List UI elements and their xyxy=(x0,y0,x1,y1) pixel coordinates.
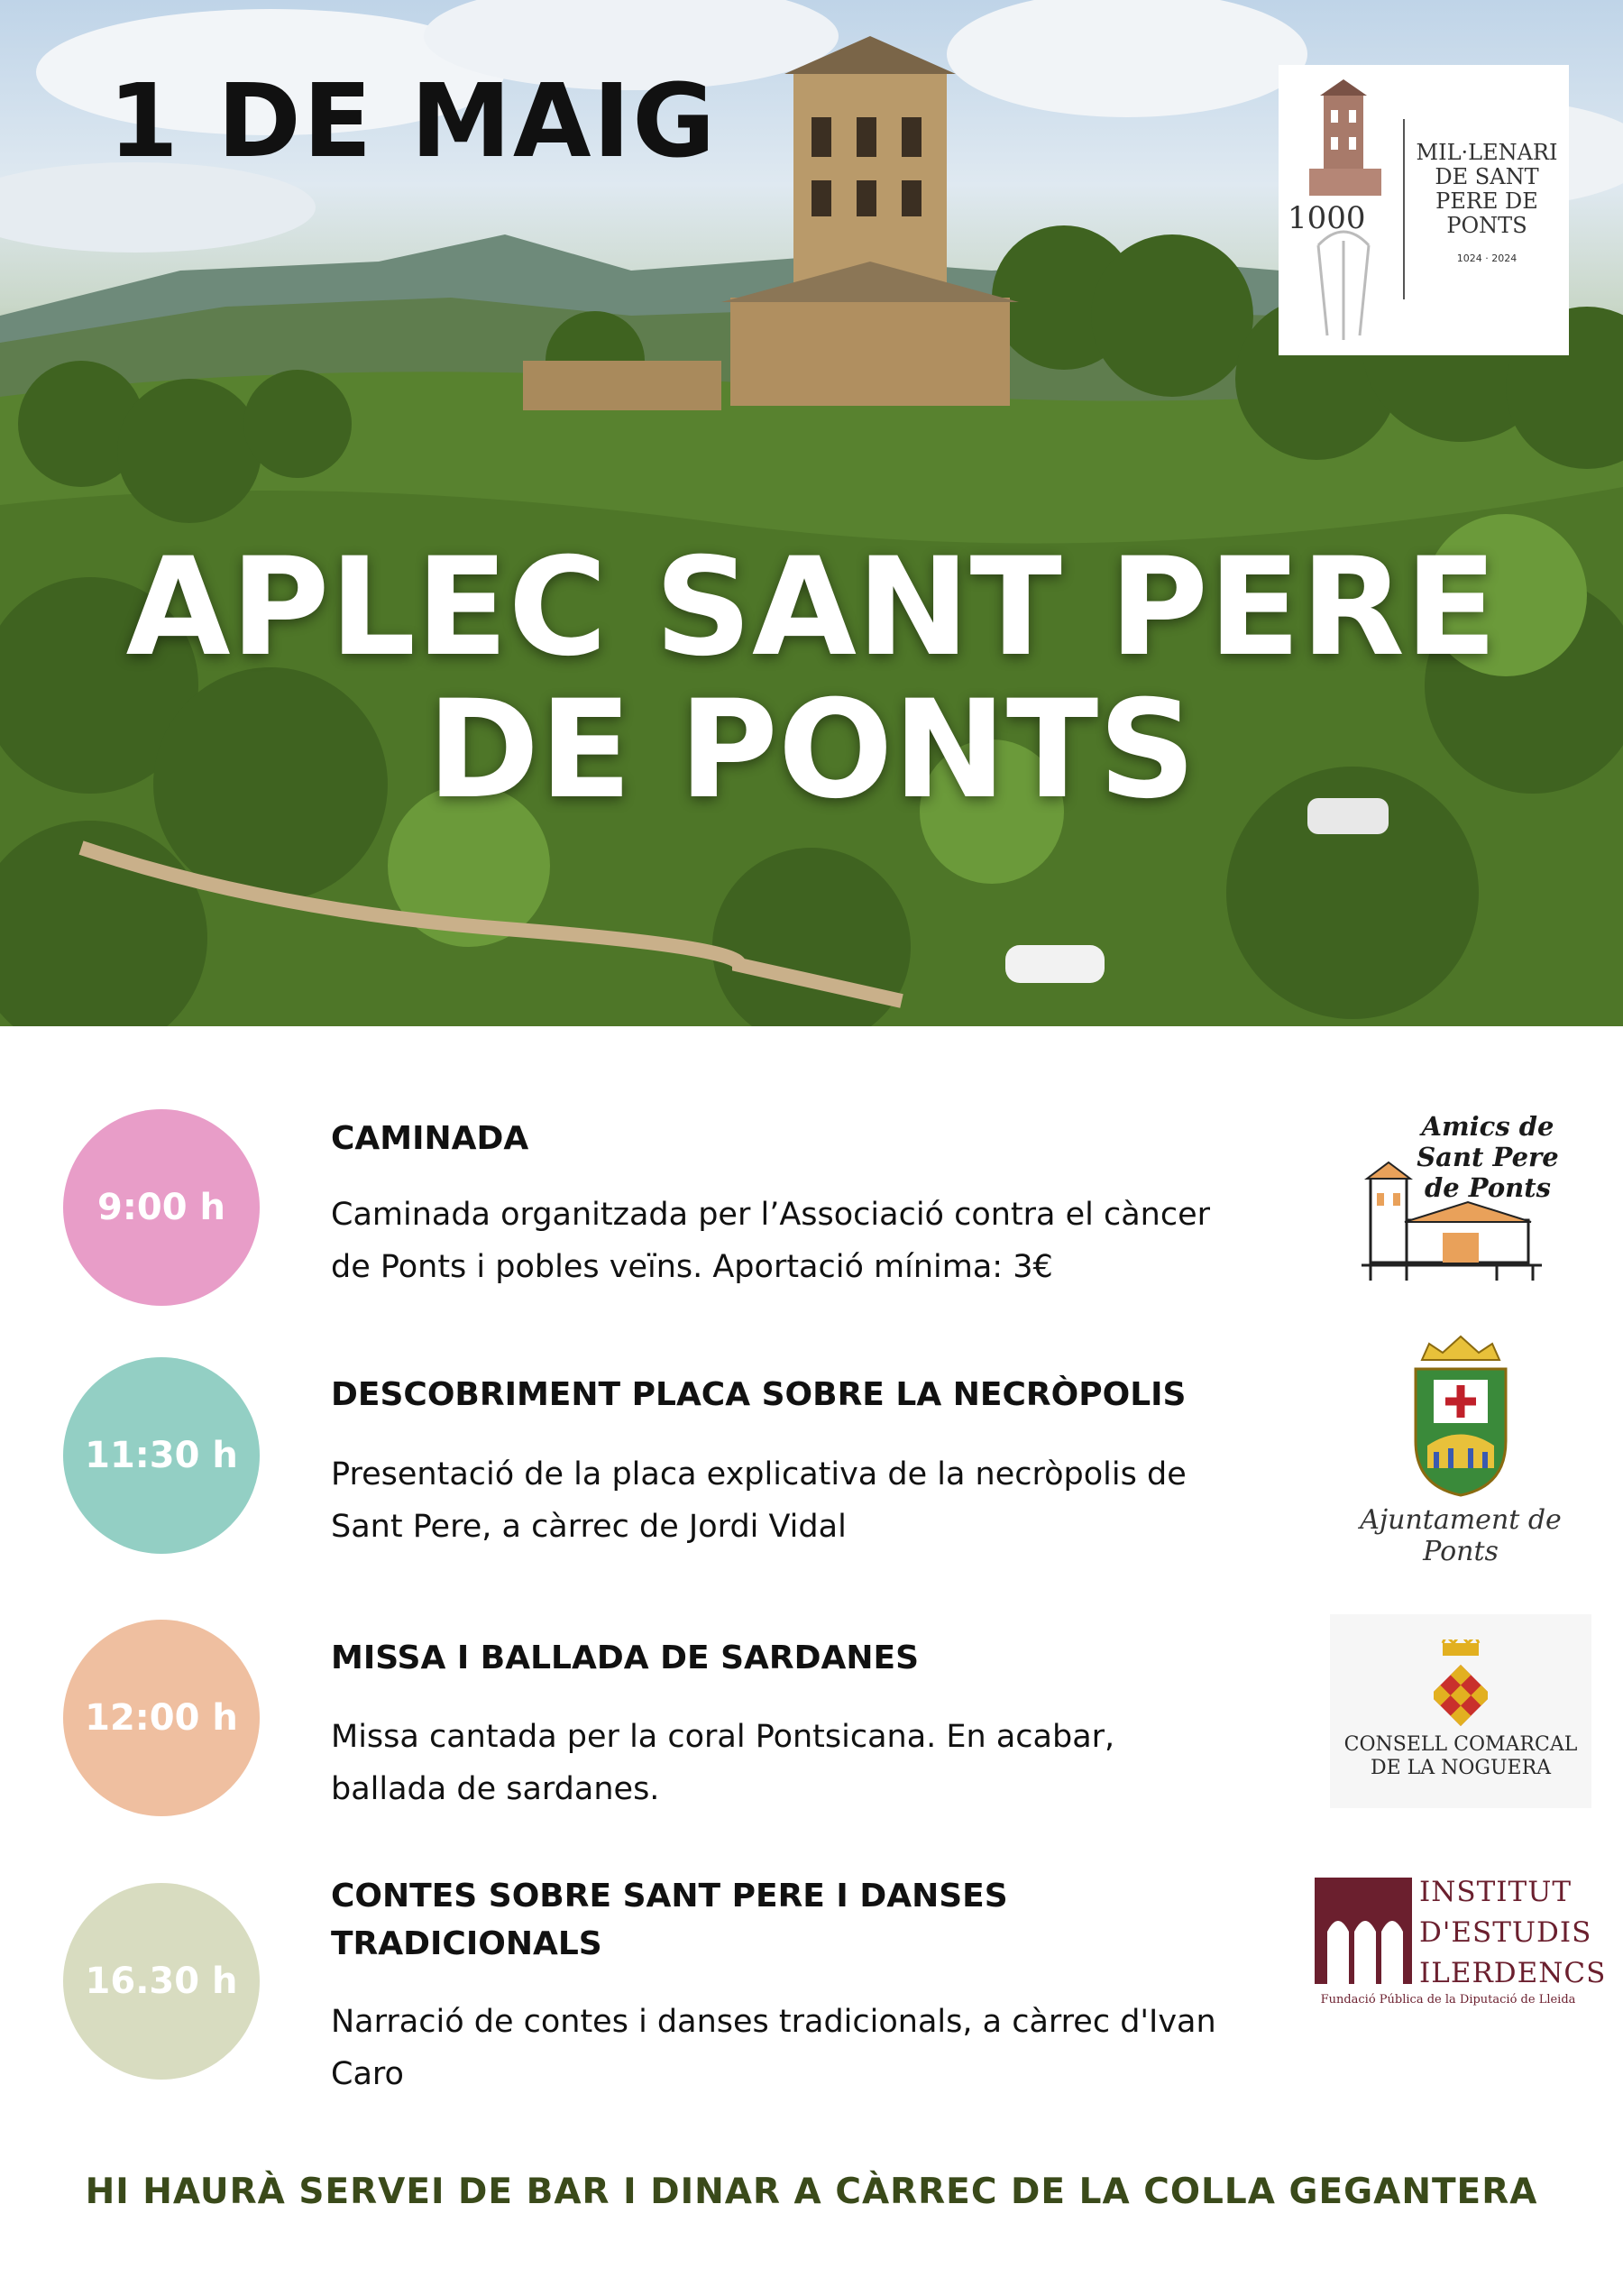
time-badge-1: 9:00 h xyxy=(63,1109,260,1306)
iei-logo-text: INSTITUT D'ESTUDIS ILERDENCS xyxy=(1419,1876,1607,1989)
ajuntament-logo-text: Ajuntament de Ponts xyxy=(1360,1504,1562,1567)
millenari-year: 1000 xyxy=(1288,200,1366,236)
millenari-dates: 1024 · 2024 xyxy=(1456,253,1518,264)
event-description-1: Caminada organitzada per l’Associació contra el càncer de Ponts i pobles veïns. Aportació mínima: 3€ xyxy=(331,1197,1211,1285)
logo-divider xyxy=(1403,119,1405,299)
title-line-2: DE PONTS xyxy=(426,672,1197,829)
event-description-4: Narració de contes i danses tradicionals, a càrrec d'Ivan Caro xyxy=(331,2004,1216,2092)
consell-logo-text: CONSELL COMARCAL DE LA NOGUERA xyxy=(1343,1733,1578,1779)
event-title-1: CAMINADA xyxy=(331,1120,529,1157)
footer-note: HI HAURÀ SERVEI DE BAR I DINAR A CÀRREC DE LA COLLA GEGANTERA xyxy=(85,2172,1538,2212)
event-date: 1 DE MAIG xyxy=(108,63,718,180)
event-description-3: Missa cantada per la coral Pontsicana. En acabar, ballada de sardanes. xyxy=(331,1719,1115,1807)
millenari-logo xyxy=(1279,65,1569,355)
ajuntament-shield-icon xyxy=(1402,1333,1519,1504)
event-description-2: Presentació de la placa explicativa de la necròpolis de Sant Pere, a càrrec de Jordi Vidal xyxy=(331,1456,1187,1545)
millenari-text: MIL·LENARI DE SANT PERE DE PONTS xyxy=(1416,140,1558,238)
iei-arches-icon xyxy=(1315,1878,1412,1984)
event-title-4: CONTES SOBRE SANT PERE I DANSES TRADICIONALS xyxy=(331,1878,1008,1962)
time-badge-4: 16.30 h xyxy=(63,1883,260,2080)
amics-church-icon xyxy=(1352,1150,1551,1294)
time-badge-3: 12:00 h xyxy=(63,1620,260,1816)
iei-logo-subtitle: Fundació Pública de la Diputació de Lleida xyxy=(1320,1993,1576,2007)
event-title-3: MISSA I BALLADA DE SARDANES xyxy=(331,1639,920,1676)
amics-logo-text: Amics de Sant Pere de Ponts xyxy=(1417,1111,1559,1203)
hero-photo xyxy=(0,0,1623,1026)
event-title-2: DESCOBRIMENT PLACA SOBRE LA NECRÒPOLIS xyxy=(331,1376,1187,1413)
consell-shield-icon xyxy=(1434,1639,1488,1730)
title-line-1: APLEC SANT PERE xyxy=(125,529,1498,686)
time-badge-2: 11:30 h xyxy=(63,1357,260,1554)
page-title xyxy=(0,529,1623,829)
